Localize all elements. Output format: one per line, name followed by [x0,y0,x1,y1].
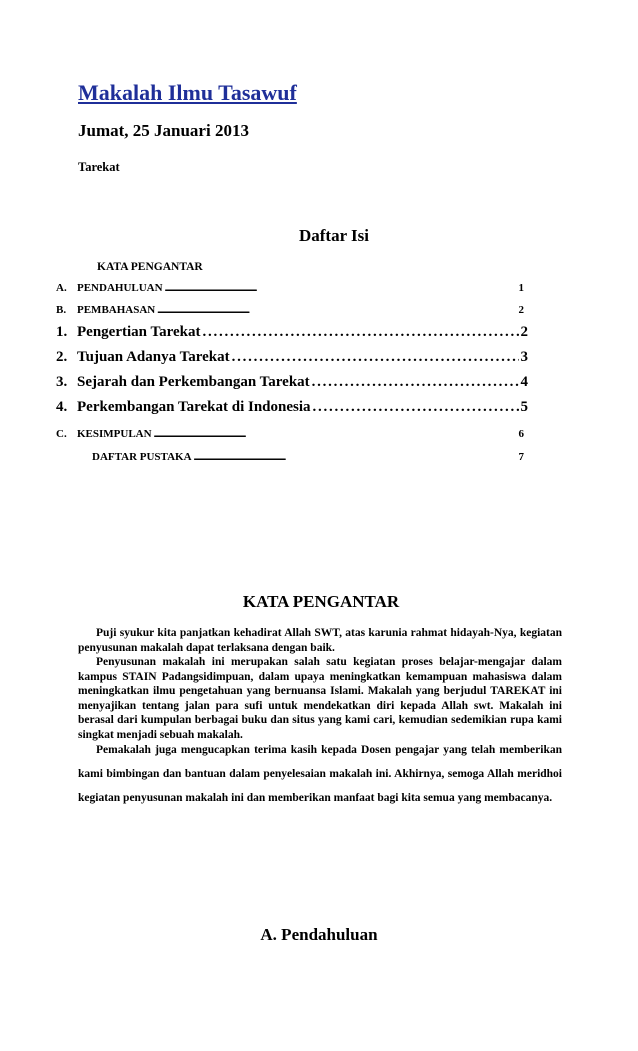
toc-leader [194,451,517,463]
kata-pengantar-body [78,626,562,810]
toc-leader [157,304,516,316]
toc-leader [313,399,519,416]
toc-heading: Daftar Isi [298,226,370,245]
toc-entry-text: PEMBAHASAN [77,304,156,316]
toc-entry-page: 7 [518,451,524,463]
toc-entry-text: Sejarah dan Perkembangan Tarekat [77,374,310,390]
toc-entry-tarekat-indonesia [56,399,528,416]
toc-entry-kata-pengantar: KATA PENGANTAR [97,261,203,273]
toc-entry-daftar-pustaka [92,451,524,463]
toc-entry-page: 5 [520,399,528,415]
toc-entry-pembahasan [56,304,524,316]
toc-leader [165,282,517,294]
toc-entry-page: 1 [518,282,524,294]
toc-entry-marker: 1. [56,324,68,340]
post-label[interactable]: Tarekat [78,160,120,174]
toc-entry-marker: 4. [56,399,68,415]
toc-entry-pengertian-tarekat [56,324,528,341]
paragraph: Pemakalah juga mengucapkan terima kasih kepada Dosen pengajar yang telah memberikan kami bimbingan dan bantuan dalam penyelesaian makalah ini. Akhirnya, semoga Allah meridhoi kegiatan penyusunan makalah ini dan memberikan manfaat bagi kita semua yang membacanya. [78,744,562,804]
toc-leader [232,349,519,366]
toc-entry-marker: C. [56,428,67,440]
toc-entry-page: 6 [518,428,524,440]
toc-entry-marker: 2. [56,349,68,365]
toc-entry-marker: B. [56,304,67,316]
toc-leader [202,324,518,341]
toc-entry-page: 3 [520,349,528,365]
toc-entry-marker: 3. [56,374,68,390]
toc-entry-text: DAFTAR PUSTAKA [92,451,192,463]
toc-entry-text: Pengertian Tarekat [77,324,201,340]
toc-entry-text: KESIMPULAN [77,428,152,440]
toc-entry-marker: A. [56,282,67,294]
toc-entry-kesimpulan [56,428,524,440]
blog-title[interactable]: Makalah Ilmu Tasawuf [78,80,297,105]
paragraph: Puji syukur kita panjatkan kehadirat Allah SWT, atas karunia rahmat hidayah-Nya, kegiatan penyusunan makalah dapat terlaksana dengan baik. [78,627,562,654]
toc-entry-page: 2 [520,324,528,340]
paragraph: Penyusunan makalah ini merupakan salah satu kegiatan proses belajar-mengajar dalam kampus STAIN Padangsidimpuan, dalam upaya meningkatkan kemampuan mahasiswa dalam meningkatkan ilmu pengetahuan yang bernuansa Islami. Makalah yang berjudul TAREKAT ini menyajikan tentang jalan para sufi untuk mendekatkan diri kepada Allah swt. Makalah ini berasal dari kumpulan berbagai buku dan situs yang kami cari, kemudian sedemikian rupa kami singkat menjadi sebuah makalah. [78,656,562,741]
post-date: Jumat, 25 Januari 2013 [78,121,249,140]
kata-pengantar-heading: KATA PENGANTAR [242,592,400,611]
toc-entry-text: Tujuan Adanya Tarekat [77,349,230,365]
toc-entry-text: PENDAHULUAN [77,282,163,294]
toc-entry-pendahuluan [56,282,524,294]
toc-entry-sejarah-tarekat [56,374,528,391]
toc-leader [312,374,519,391]
toc-entry-tujuan-tarekat [56,349,528,366]
toc-entry-page: 4 [520,374,528,390]
toc-entry-page: 2 [518,304,524,316]
toc-leader [154,428,517,440]
pendahuluan-heading: A. Pendahuluan [260,925,378,944]
toc-entry-text: Perkembangan Tarekat di Indonesia [77,399,311,415]
